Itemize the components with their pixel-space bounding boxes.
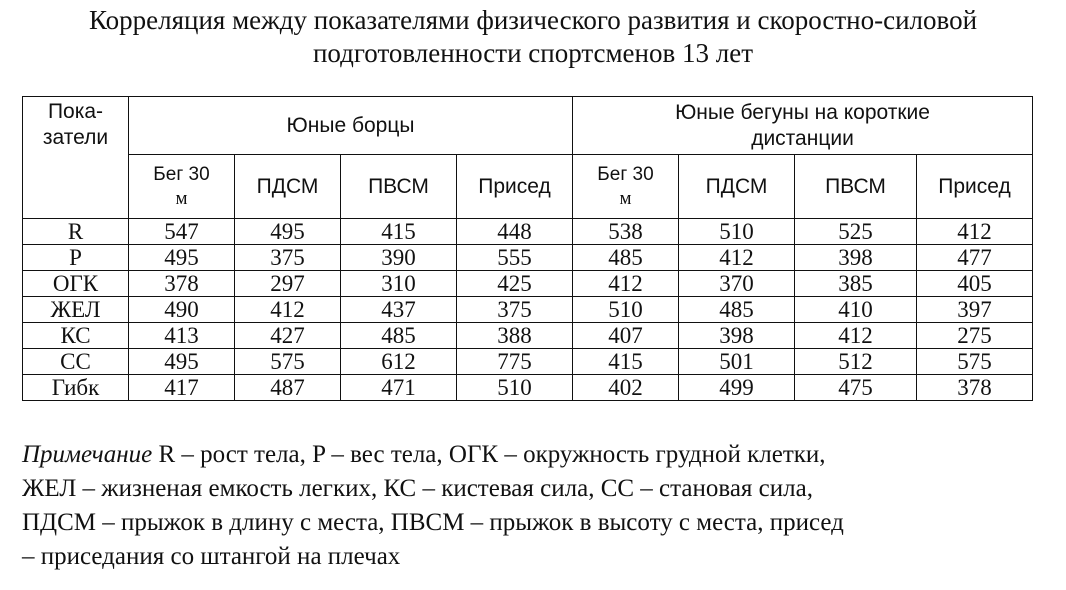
table-cell: 407 (573, 323, 679, 349)
table-cell: 495 (129, 245, 235, 271)
table-cell: 485 (341, 323, 457, 349)
table-cell: 375 (235, 245, 341, 271)
table-cell: 575 (917, 349, 1033, 375)
table-cell: 390 (341, 245, 457, 271)
table-cell: 310 (341, 271, 457, 297)
table-cell: 487 (235, 375, 341, 401)
table-cell: 405 (917, 271, 1033, 297)
subheader-line-1: ПВСМ (825, 174, 886, 198)
table-cell: 477 (917, 245, 1033, 271)
subheader-line-2: м (175, 187, 188, 209)
document-title (0, 4, 1066, 70)
row-label-cell: P (23, 245, 129, 271)
table-cell: 510 (457, 375, 573, 401)
subheader-line-1: Присед (478, 174, 551, 198)
row-label-cell: КС (23, 323, 129, 349)
row-label-cell: СС (23, 349, 129, 375)
table-cell: 410 (795, 297, 917, 323)
table-cell: 510 (679, 219, 795, 245)
table-cell: 538 (573, 219, 679, 245)
table-cell: 499 (679, 375, 795, 401)
table-cell: 501 (679, 349, 795, 375)
table-cell: 398 (795, 245, 917, 271)
table-body (23, 219, 1033, 401)
row-label-cell: R (23, 219, 129, 245)
table-cell: 378 (129, 271, 235, 297)
note-line-1-text: R – рост тела, P – вес тела, ОГК – окружность грудной клетки, (152, 441, 826, 468)
table-note (22, 438, 1052, 574)
table-cell: 437 (341, 297, 457, 323)
table-cell: 547 (129, 219, 235, 245)
subheader-line-1: ПДСМ (705, 174, 768, 198)
table-cell: 413 (129, 323, 235, 349)
group-header-wrestlers: Юные борцы (129, 97, 573, 155)
title-line-2: подготовленности спортсменов 13 лет (312, 38, 753, 68)
table-cell: 375 (457, 297, 573, 323)
table-cell: 415 (573, 349, 679, 375)
subheader-line-1: Бег 30 (597, 163, 654, 185)
row-label-cell: ОГК (23, 271, 129, 297)
note-line-2: ЖЕЛ – жизненая емкость легких, КС – кистевая сила, СС – становая сила, (22, 475, 813, 502)
table-row (23, 375, 1033, 401)
corner-header-line-1: Пока- (47, 100, 104, 123)
table-cell: 275 (917, 323, 1033, 349)
table-cell: 525 (795, 219, 917, 245)
subheader-line-2: м (619, 187, 632, 209)
subheader-row (23, 155, 1033, 219)
table-cell: 398 (679, 323, 795, 349)
table-cell: 575 (235, 349, 341, 375)
note-line-4: – приседания со штангой на плечах (22, 543, 401, 570)
table-cell: 510 (573, 297, 679, 323)
note-line-3: ПДСМ – прыжок в длину с места, ПВСМ – прыжок в высоту с места, присед (22, 509, 844, 536)
subheader-line-1: Присед (938, 174, 1011, 198)
table-cell: 471 (341, 375, 457, 401)
subheader-cell (457, 155, 573, 219)
group-header-runners-line-2: дистанции (751, 126, 854, 150)
table-cell: 412 (795, 323, 917, 349)
table-cell: 485 (679, 297, 795, 323)
table-row (23, 323, 1033, 349)
table-cell: 412 (573, 271, 679, 297)
table-cell: 417 (129, 375, 235, 401)
table-cell: 370 (679, 271, 795, 297)
table-row (23, 271, 1033, 297)
table-cell: 555 (457, 245, 573, 271)
subheader-cell (235, 155, 341, 219)
table-cell: 495 (129, 349, 235, 375)
table-cell: 378 (917, 375, 1033, 401)
group-header-runners-line-1: Юные бегуны на короткие (675, 100, 930, 124)
table-row (23, 245, 1033, 271)
correlation-table (22, 96, 1033, 401)
title-line-1: Корреляция между показателями физического развития и скоростно-силовой (88, 5, 978, 35)
row-label-cell: ЖЕЛ (23, 297, 129, 323)
subheader-cell (917, 155, 1033, 219)
table-cell: 425 (457, 271, 573, 297)
subheader-line-1: ПВСМ (368, 174, 429, 198)
table-cell: 402 (573, 375, 679, 401)
table-cell: 388 (457, 323, 573, 349)
note-line-1 (22, 438, 1052, 472)
subheader-line-1: Бег 30 (153, 163, 210, 185)
table-row (23, 297, 1033, 323)
subheader-cell (129, 155, 235, 219)
table-cell: 475 (795, 375, 917, 401)
subheader-cell (341, 155, 457, 219)
table-cell: 415 (341, 219, 457, 245)
subheader-cell (679, 155, 795, 219)
subheader-cell (573, 155, 679, 219)
table-cell: 385 (795, 271, 917, 297)
corner-header-line-2: затели (42, 126, 109, 149)
table-cell: 512 (795, 349, 917, 375)
table-cell: 448 (457, 219, 573, 245)
table-cell: 412 (235, 297, 341, 323)
table-cell: 397 (917, 297, 1033, 323)
corner-header-cell (23, 97, 129, 219)
table-cell: 490 (129, 297, 235, 323)
subheader-cell (795, 155, 917, 219)
group-header-runners (573, 97, 1033, 155)
table-cell: 427 (235, 323, 341, 349)
table-cell: 775 (457, 349, 573, 375)
table-cell: 485 (573, 245, 679, 271)
note-label: Примечание (22, 441, 153, 468)
table-row (23, 349, 1033, 375)
table-cell: 495 (235, 219, 341, 245)
table-row (23, 219, 1033, 245)
row-label-cell: Гибк (23, 375, 129, 401)
table-cell: 297 (235, 271, 341, 297)
table-cell: 412 (679, 245, 795, 271)
table-cell: 612 (341, 349, 457, 375)
table-cell: 412 (917, 219, 1033, 245)
subheader-line-1: ПДСМ (256, 174, 319, 198)
